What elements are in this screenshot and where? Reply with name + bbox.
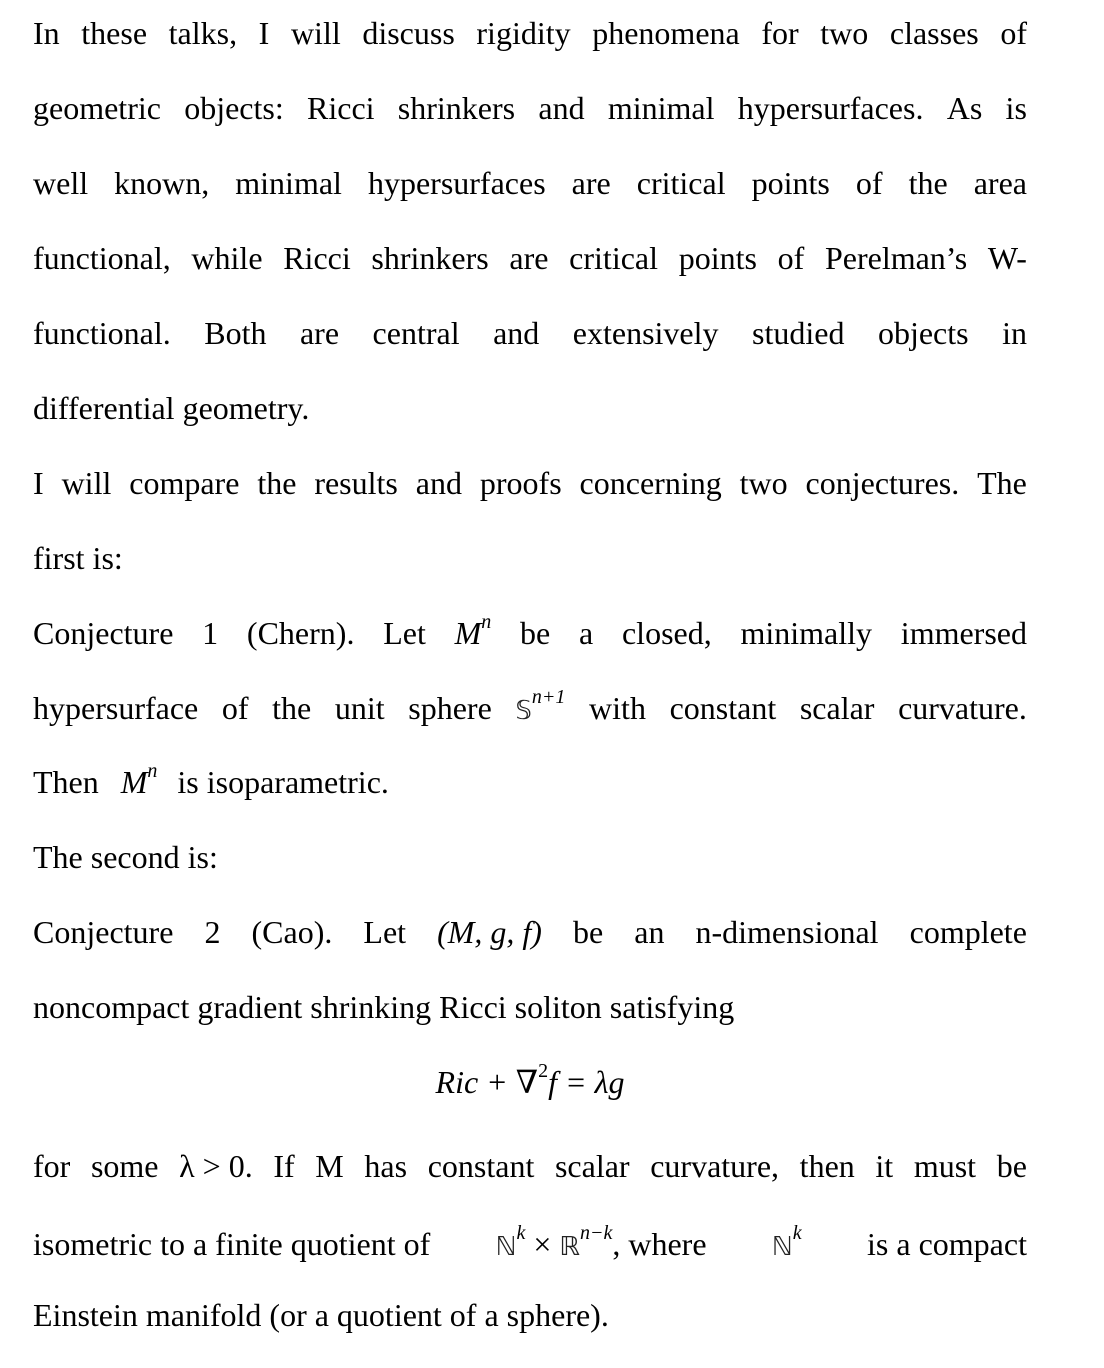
word: constant: [427, 1148, 535, 1184]
math-symbol: ℕ: [495, 1232, 517, 1262]
word: of: [1000, 15, 1027, 51]
word: for: [33, 1148, 71, 1184]
word: will: [61, 465, 112, 501]
word: shrinkers: [371, 240, 489, 276]
word: The: [977, 465, 1027, 501]
word: of: [855, 165, 883, 201]
conjecture-label: Conjecture: [33, 615, 174, 651]
word: If: [273, 1148, 295, 1184]
word: closed,: [621, 615, 712, 651]
conjecture1-line3: [33, 762, 1027, 802]
math-symbol: ℝ: [559, 1232, 580, 1262]
math-sup: k: [516, 1222, 526, 1245]
word: I: [33, 465, 44, 501]
word: I: [258, 15, 270, 51]
word: area: [973, 165, 1027, 201]
word: shrinkers: [397, 90, 516, 126]
word: critical: [636, 165, 726, 201]
math-sup: n: [481, 611, 492, 634]
word: immersed: [900, 615, 1027, 651]
word: minimally: [740, 615, 873, 651]
word: it: [875, 1148, 894, 1184]
word: points: [751, 165, 830, 201]
word: Let: [383, 615, 426, 651]
equation-sup: 2: [538, 1060, 549, 1083]
word: objects: [877, 315, 969, 351]
word: well: [33, 165, 89, 201]
word: Perelman’s: [824, 240, 968, 276]
p1-line3: [33, 163, 1027, 203]
conjecture2-line6: Einstein manifold (or a quotient of a sphere).: [33, 1297, 609, 1333]
word: extensively: [572, 315, 719, 351]
word: proofs: [479, 465, 562, 501]
word: hypersurfaces.: [737, 90, 924, 126]
math-N-k: [772, 1224, 802, 1267]
word: minimal: [607, 90, 715, 126]
word: with: [589, 690, 646, 726]
word: classes: [889, 15, 979, 51]
word: studied: [752, 315, 845, 351]
text: is a compact: [867, 1226, 1027, 1262]
math-times: ×: [533, 1226, 552, 1262]
word: some: [90, 1148, 159, 1184]
word: must: [913, 1148, 977, 1184]
word: and: [415, 465, 462, 501]
word: two: [739, 465, 788, 501]
word: and: [538, 90, 585, 126]
word: talks,: [168, 15, 238, 51]
word: results: [314, 465, 398, 501]
word: curvature,: [650, 1148, 780, 1184]
word: will: [290, 15, 341, 51]
conjecture-label: Conjecture: [33, 914, 174, 950]
word: λ > 0.: [179, 1148, 253, 1184]
word: functional,: [33, 240, 171, 276]
word: hypersurfaces: [367, 165, 546, 201]
word: are: [509, 240, 549, 276]
word: concerning: [579, 465, 722, 501]
word: are: [571, 165, 611, 201]
word: Ricci: [283, 240, 351, 276]
word: in: [1002, 315, 1027, 351]
word: be: [572, 914, 604, 950]
p2-line1: [33, 463, 1027, 503]
word: hypersurface: [33, 690, 199, 726]
conjecture-number: 1: [202, 615, 219, 651]
word: constant: [669, 690, 777, 726]
word: the: [257, 465, 297, 501]
conjecture2-line2: noncompact gradient shrinking Ricci soliton satisfying: [33, 989, 735, 1025]
conjecture1-line1: [33, 613, 1027, 653]
math-sup: k: [792, 1222, 802, 1245]
math-sup: n: [147, 760, 158, 783]
word: scalar: [799, 690, 875, 726]
word: the: [908, 165, 948, 201]
p1-line1: [33, 13, 1027, 53]
word: the: [272, 690, 312, 726]
word: an: [634, 914, 665, 950]
conjecture2-line5: [33, 1224, 1027, 1267]
word: Both: [204, 315, 267, 351]
second-intro: The second is:: [33, 839, 218, 875]
p1-line4: [33, 238, 1027, 278]
p2-line2: first is:: [33, 540, 123, 576]
conjecture-name: (Chern).: [246, 615, 355, 651]
word: functional.: [33, 315, 171, 351]
word: complete: [909, 914, 1027, 950]
word: points: [678, 240, 757, 276]
text: , where: [612, 1226, 707, 1262]
p1-line6: differential geometry.: [33, 390, 310, 426]
word: then: [799, 1148, 855, 1184]
conjecture2-line4: [33, 1146, 1027, 1186]
word: for: [761, 15, 799, 51]
text: is isoparametric.: [177, 764, 389, 800]
word: Ricci: [307, 90, 375, 126]
conjecture-number: 2: [204, 914, 221, 950]
word: sphere: [408, 690, 492, 726]
p1-line2: [33, 88, 1027, 128]
word: these: [81, 15, 148, 51]
word: M: [315, 1148, 344, 1184]
word: has: [364, 1148, 408, 1184]
word: while: [191, 240, 263, 276]
math-sphere: [515, 688, 565, 731]
word: minimal: [235, 165, 342, 201]
word: and: [493, 315, 540, 351]
math-M-n: [120, 760, 158, 800]
word: curvature.: [898, 690, 1027, 726]
word: of: [777, 240, 805, 276]
word: of: [221, 690, 249, 726]
word: objects:: [184, 90, 284, 126]
word: is: [1005, 90, 1027, 126]
word: rigidity: [476, 15, 571, 51]
word: be: [996, 1148, 1027, 1184]
word: a: [579, 615, 594, 651]
math-symbol: 𝕊: [515, 696, 532, 726]
word: W-: [987, 240, 1027, 276]
equation-left: Ric + ∇: [435, 1064, 539, 1100]
word: unit: [334, 690, 385, 726]
word: Then: [33, 764, 99, 800]
word: discuss: [362, 15, 455, 51]
word: phenomena: [592, 15, 740, 51]
soliton-equation: [33, 1062, 1027, 1102]
math-M-n: [455, 613, 492, 653]
p1-line5: [33, 313, 1027, 353]
math-var: M: [454, 615, 482, 651]
word: conjectures.: [805, 465, 960, 501]
word: central: [372, 315, 460, 351]
word: known,: [114, 165, 210, 201]
math-sup: n−k: [579, 1222, 613, 1245]
math-var: M: [120, 764, 148, 800]
equation-right: f = λg: [548, 1064, 625, 1100]
text: isometric to a finite quotient of: [33, 1226, 431, 1262]
word: In: [33, 15, 60, 51]
word: two: [820, 15, 869, 51]
math-triple: (M, g, f): [437, 914, 542, 950]
word: geometric: [33, 90, 161, 126]
math-product: [496, 1224, 707, 1267]
math-symbol: ℕ: [771, 1232, 793, 1262]
word: Let: [363, 914, 407, 950]
word: As: [946, 90, 983, 126]
word: critical: [569, 240, 658, 276]
conjecture1-line2: [33, 688, 1027, 731]
word: compare: [129, 465, 240, 501]
word: n-dimensional: [695, 914, 879, 950]
word: are: [299, 315, 340, 351]
math-sup: n+1: [531, 686, 566, 709]
conjecture-name: (Cao).: [251, 914, 333, 950]
word: be: [520, 615, 551, 651]
conjecture2-line1: [33, 912, 1027, 952]
word: scalar: [554, 1148, 630, 1184]
